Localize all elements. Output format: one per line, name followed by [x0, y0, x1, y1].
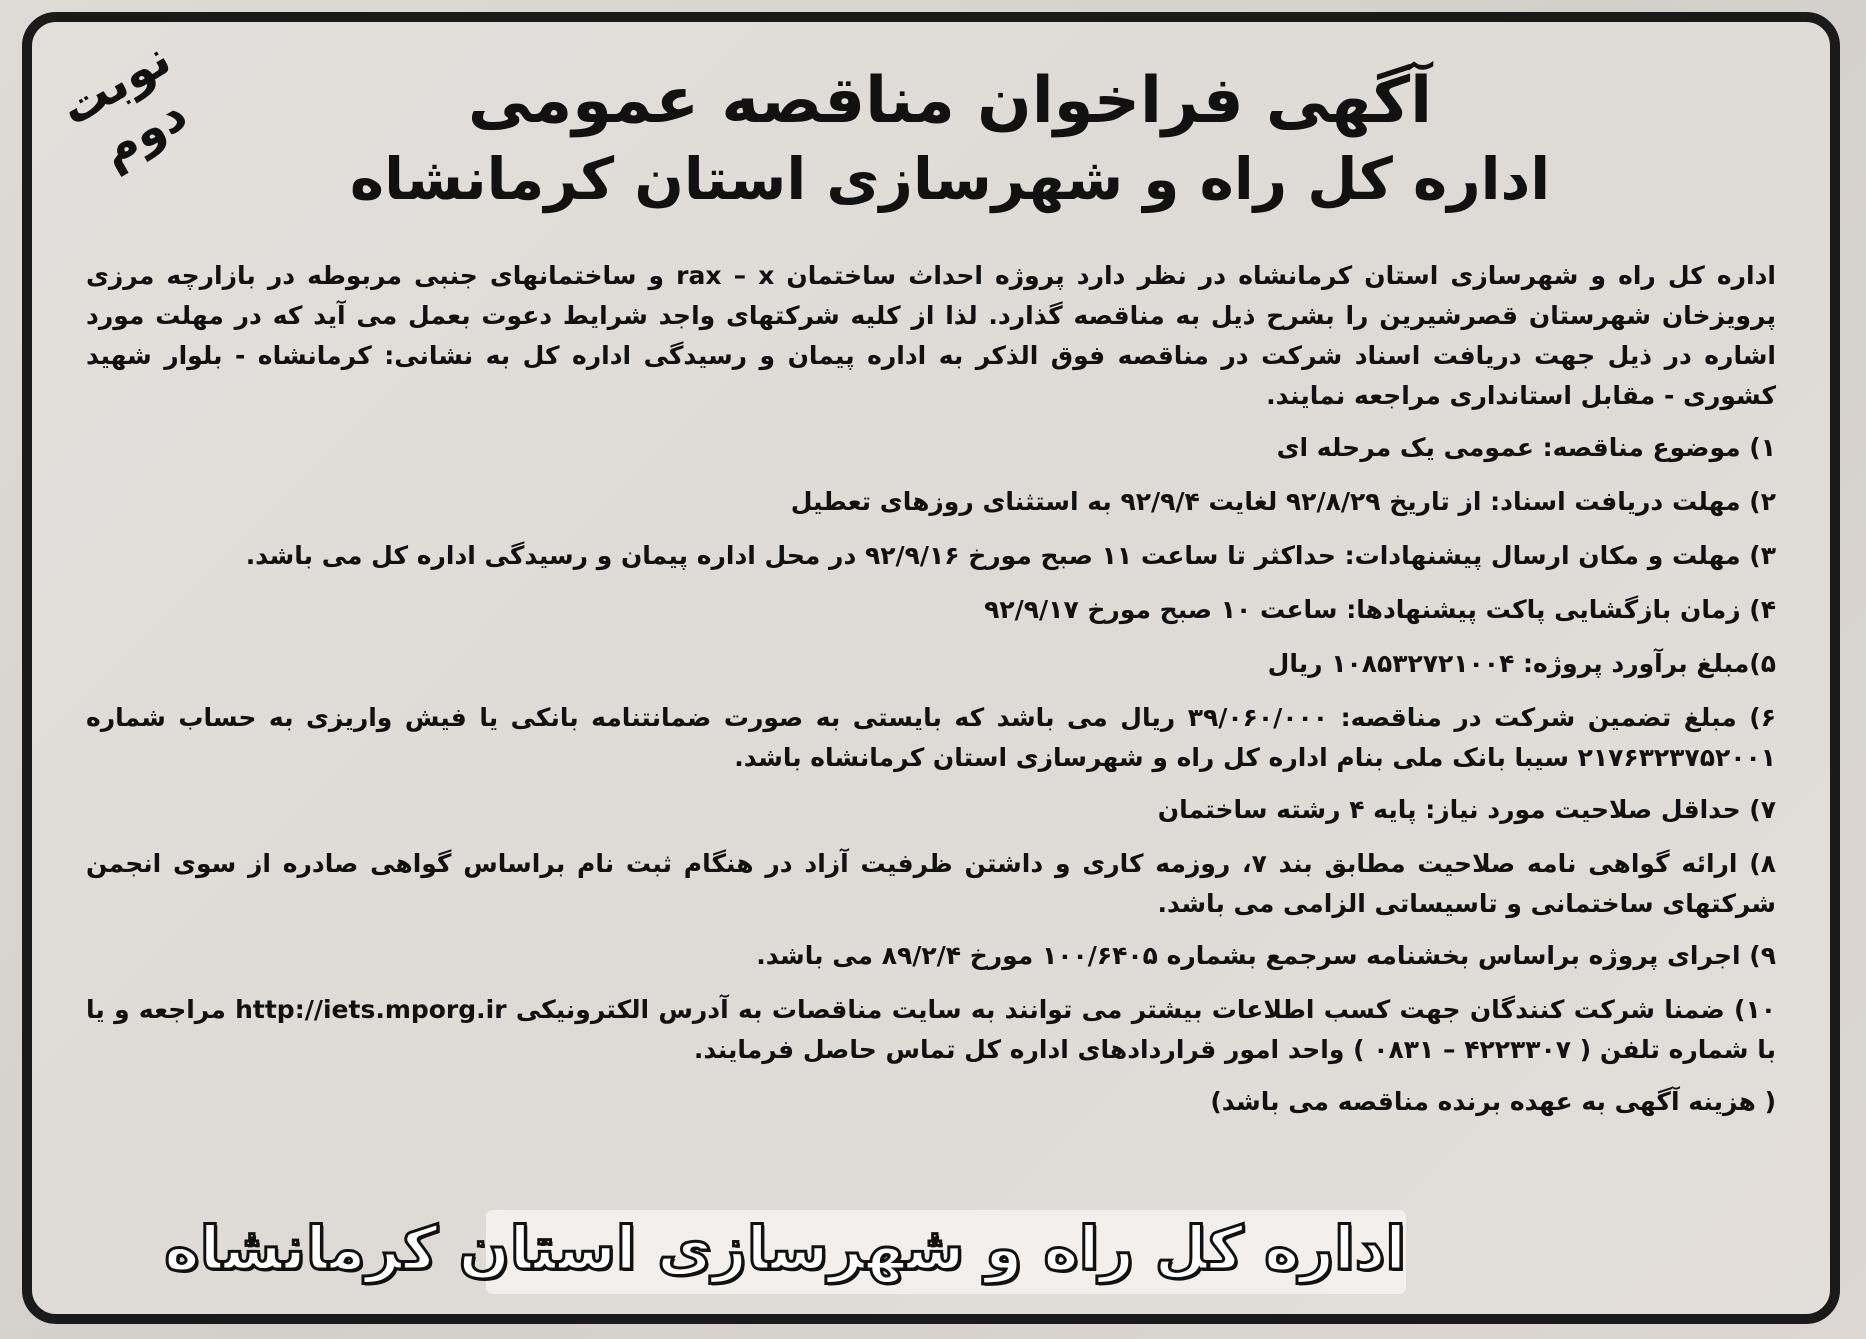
organization-title: اداره کل راه و شهرسازی استان کرمانشاه: [349, 145, 1551, 213]
intro-paragraph: اداره کل راه و شهرسازی استان کرمانشاه در نظر دارد پروژه احداث ساختمان rax – x و ساختمانهای جنبی مربوطه در بازارچه مرزی پرویزخان شهرستان قصرشیرین را بشرح ذیل به مناقصه گذارد. لذا از کلیه شرکتهای واجد شرایط دعوت بعمل می آید که در مهلت مورد اشاره در ذیل جهت دریافت اسناد شرکت در مناقصه فوق الذکر به اداره پیمان و رسیدگی اداره کل به نشانی: کرمانشاه - بلوار شهید کشوری - مقابل استانداری مراجعه نمایند.: [86, 261, 1776, 410]
list-item: ۵)مبلغ برآورد پروژه: ۱۰۸۵۳۲۷۲۱۰۰۴ ریال: [1267, 649, 1776, 678]
list-item: ۶) مبلغ تضمین شرکت در مناقصه: ۳۹/۰۶۰/۰۰۰ ریال می باشد که بایستی به صورت ضمانتنامه بانکی یا فیش واریزی به حساب شماره ۲۱۷۶۳۲۳۷۵۲۰۰۱ سیبا بانک ملی بنام اداره کل راه و شهرسازی استان کرمانشاه باشد.: [86, 703, 1776, 772]
list-item: ۸) ارائه گواهی نامه صلاحیت مطابق بند ۷، روزمه کاری و داشتن ظرفیت آزاد در هنگام ثبت نام براساس گواهی صادره از سوی انجمن شرکتهای ساختمانی و تاسیساتی الزامی می باشد.: [86, 849, 1776, 918]
list-item: ۱۰) ضمنا شرکت کنندگان جهت کسب اطلاعات بیشتر می توانند به سایت مناقصات به آدرس الکترونیکی http://iets.mporg.ir مراجعه و یا با شماره تلفن ( ۴۲۲۳۳۰۷ – ۰۸۳۱ ) واحد امور قراردادهای اداره کل تماس حاصل فرمایند.: [86, 995, 1776, 1064]
list-item: ۲) مهلت دریافت اسناد: از تاریخ ۹۲/۸/۲۹ لغایت ۹۲/۹/۴ به استثنای روزهای تعطیل: [790, 487, 1776, 516]
corner-label: نوبت دوم: [50, 30, 197, 179]
list-item: ۳) مهلت و مکان ارسال پیشنهادات: حداکثر تا ساعت ۱۱ صبح مورخ ۹۲/۹/۱۶ در محل اداره پیمان و رسیدگی اداره کل می باشد.: [245, 541, 1776, 570]
cost-note: ( هزینه آگهی به عهده برنده مناقصه می باشد): [1210, 1087, 1776, 1116]
list-item: ۴) زمان بازگشایی پاکت پیشنهادها: ساعت ۱۰ صبح مورخ ۹۲/۹/۱۷: [984, 595, 1776, 624]
list-item: ۹) اجرای پروژه براساس بخشنامه سرجمع بشماره ۱۰۰/۶۴۰۵ مورخ ۸۹/۲/۴ می باشد.: [756, 941, 1776, 970]
notice-title: آگهی فراخوان مناقصه عمومی: [467, 64, 1433, 138]
footer-organization: اداره کل راه و شهرسازی استان کرمانشاه: [164, 1214, 1406, 1284]
list-item: ۷) حداقل صلاحیت مورد نیاز: پایه ۴ رشته ساختمان: [1157, 795, 1776, 824]
list-item: ۱) موضوع مناقصه: عمومی یک مرحله ای: [1276, 433, 1776, 462]
conditions-list: [86, 428, 1776, 1136]
